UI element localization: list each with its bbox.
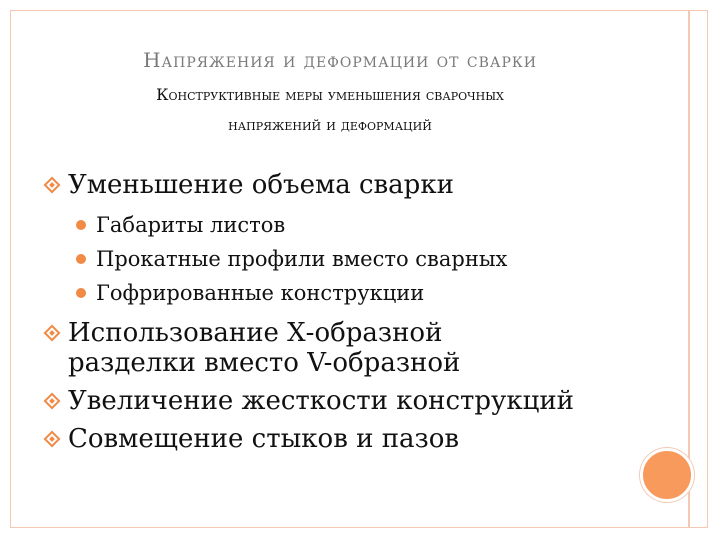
dot-bullet-icon: [76, 254, 86, 264]
bullet-item: [46, 318, 666, 378]
slide-title: Напряжения и деформации от сварки: [143, 48, 537, 72]
subtitle-line-1: Конструктивные меры уменьшения сварочных: [156, 85, 504, 104]
sub-bullet-item: [74, 208, 666, 242]
sub-bullet-list: [74, 208, 666, 310]
diamond-bullet-icon: [44, 393, 61, 410]
bullet-item: [46, 386, 666, 416]
bullet-list: [46, 170, 666, 462]
subtitle-line-2: напряжений и деформаций: [228, 115, 432, 134]
sub-bullet-item: [74, 242, 666, 276]
bullet-text: Уменьшение объема сварки: [68, 170, 454, 200]
bullet-text-line-2: разделки вместо V-образной: [68, 348, 461, 378]
sub-bullet-text: Прокатные профили вместо сварных: [96, 247, 508, 271]
bullet-text-line-1: Использование Х-образной: [68, 318, 443, 348]
dot-bullet-icon: [76, 220, 86, 230]
diamond-bullet-icon: [44, 325, 61, 342]
diamond-bullet-icon: [44, 177, 61, 194]
sub-bullet-item: [74, 276, 666, 310]
diamond-bullet-icon: [44, 431, 61, 448]
dot-bullet-icon: [76, 288, 86, 298]
bullet-item: [46, 170, 666, 200]
bullet-item: [46, 424, 666, 454]
slide-subtitle: [30, 80, 630, 140]
vertical-rule: [688, 10, 690, 528]
bullet-text: Увеличение жесткости конструкций: [68, 386, 574, 416]
sub-bullet-text: Гофрированные конструкции: [96, 281, 425, 305]
bullet-text: Совмещение стыков и пазов: [68, 424, 460, 454]
sub-bullet-text: Габариты листов: [96, 213, 286, 237]
